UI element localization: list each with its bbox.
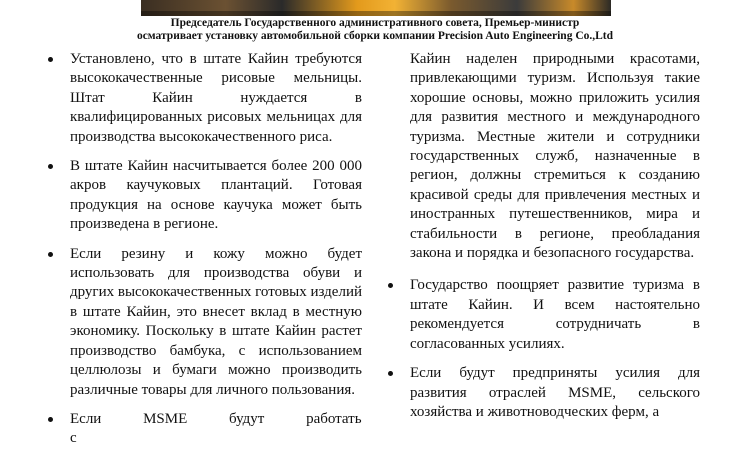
list-item: [70, 50, 362, 147]
photo-caption-line-1: Председатель Государственного административного совета, Премьер-министр: [170, 17, 580, 29]
photo-caption-line-2: осматривает установку автомобильной сборки компании Precision Auto Engineering Co.,Ltd: [136, 30, 614, 42]
list-item: [410, 364, 700, 422]
paragraph-text: Если резину и кожу можно будет использовать для производства обуви и других высококачественных готовых изделий в штате Кайин, это внесет вклад в местную экономику. Поскольку в штате Кайин растет производство бамбука, с использованием целлюлозы и бумаги можно производить различные товары для личного пользования.: [70, 245, 363, 398]
continued-paragraph: [410, 50, 700, 263]
bullet-icon: [388, 371, 393, 376]
bullet-icon: [48, 164, 53, 169]
photo: [141, 0, 611, 16]
list-item: [70, 245, 362, 400]
paragraph-text: Если MSME будут работать с: [70, 410, 362, 447]
paragraph-text: Установлено, что в штате Кайин требуются высококачественные рисовые мельницы. Штат Кайин нуждается в квалифицированных рисовых мельницах для производства высококачественного риса.: [70, 51, 362, 145]
paragraph-text: Государство поощряет развитие туризма в штате Кайин. И всем настоятельно рекомендуется сотрудничать в согласованных усилиях.: [410, 277, 700, 352]
bullet-icon: [48, 417, 53, 422]
list-item: [70, 410, 362, 449]
left-column: [70, 50, 362, 459]
list-item: [70, 157, 362, 235]
bullet-icon: [48, 252, 53, 257]
bullet-icon: [388, 283, 393, 288]
paragraph-text: В штате Кайин насчитывается более 200 000 акров каучуковых плантаций. Готовая продукция на основе каучука может быть произведена в регионе.: [70, 158, 362, 233]
right-column: [410, 50, 700, 432]
paragraph-text: Если будут предприняты усилия для развития отраслей MSME, сельского хозяйства и животноводческих ферм, а: [410, 365, 700, 420]
paragraph-text: Кайин наделен природными красотами, привлекающими туризм. Используя такие хорошие основы, можно приложить усилия для развития местного и международного туризма. Местные жители и сотрудники государственных служб, назначенные в регион, должны стремиться к созданию красивой среды для привлечения местных и иностранных путешественников, мира и стабильности в регионе, преобладания закона и порядка и безопасного государства.: [410, 51, 700, 262]
list-item: [410, 276, 700, 354]
bullet-icon: [48, 57, 53, 62]
